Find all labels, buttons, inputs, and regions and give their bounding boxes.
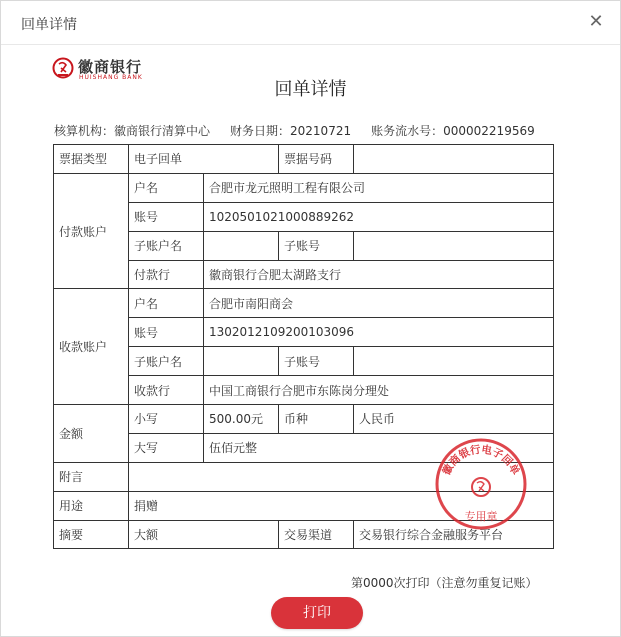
voucher-type-value: 电子回单 <box>129 145 279 174</box>
meta-serial: 账务流水号：000002219569 <box>371 124 535 138</box>
payer-account-label: 账号 <box>129 202 204 231</box>
dialog-header <box>1 1 620 45</box>
payer-sub-name-value <box>204 231 279 260</box>
amount-small-label: 小写 <box>129 405 204 434</box>
table-row <box>54 433 554 462</box>
document-title: 回单详情 <box>274 79 347 100</box>
payee-sub-name-value <box>204 347 279 376</box>
payer-account-value: 102050102100088926​2 <box>204 202 554 231</box>
payer-sub-name-label: 子账户名 <box>129 231 204 260</box>
payer-name-value: 合肥市龙元照明工程有限公司 <box>204 173 554 202</box>
meta-org: 核算机构：徽商银行清算中心 <box>54 124 211 138</box>
amount-section-label: 金额 <box>54 405 129 463</box>
payee-bank-label: 收款行 <box>129 376 204 405</box>
summary-label: 摘要 <box>54 520 129 549</box>
payee-name-value: 合肥市南阳商会 <box>204 289 554 318</box>
bank-name: 徽商银行 <box>78 58 143 76</box>
channel-label: 交易渠道 <box>279 520 354 549</box>
voucher-type-label: 票据类型 <box>54 145 129 174</box>
table-row <box>54 173 554 202</box>
table-row <box>54 491 554 520</box>
table-row <box>54 347 554 376</box>
payer-section-label: 付款账户 <box>54 173 129 289</box>
payee-sub-no-label: 子账号 <box>279 347 354 376</box>
table-row <box>54 520 554 549</box>
payer-sub-no-value <box>354 231 554 260</box>
receipt-meta <box>54 122 535 139</box>
payee-bank-value: 中国工商银行合肥市东陈岗分理处 <box>204 376 554 405</box>
currency-label: 币种 <box>279 405 354 434</box>
note-label: 附言 <box>54 462 129 491</box>
table-row <box>54 289 554 318</box>
amount-big-label: 大写 <box>129 433 204 462</box>
voucher-no-value <box>354 145 554 174</box>
payee-section-label: 收款账户 <box>54 289 129 405</box>
bank-name-en: HUISHANG BANK <box>79 74 143 81</box>
voucher-no-label: 票据号码 <box>279 145 354 174</box>
payee-account-label: 账号 <box>129 318 204 347</box>
table-row <box>54 376 554 405</box>
close-icon[interactable]: ✕ <box>588 11 604 32</box>
payer-bank-label: 付款行 <box>129 260 204 289</box>
table-row <box>54 405 554 434</box>
payee-sub-no-value <box>354 347 554 376</box>
seal-bottom-text: 专用章 <box>464 510 498 523</box>
payer-sub-no-label: 子账号 <box>279 231 354 260</box>
payee-name-label: 户名 <box>129 289 204 318</box>
amount-small-value: 500.00元 <box>204 405 279 434</box>
table-row <box>54 462 554 491</box>
print-count-note: 第0000次打印（注意勿重复记账） <box>351 576 538 590</box>
currency-value: 人民币 <box>354 405 554 434</box>
table-row <box>54 202 554 231</box>
summary-value: 大额 <box>129 520 279 549</box>
table-row <box>54 145 554 174</box>
usage-label: 用途 <box>54 491 129 520</box>
dialog-title: 回单详情 <box>21 17 77 33</box>
seal-top-text: 徽商银行电子回单 <box>440 443 522 478</box>
payer-bank-value: 徽商银行合肥太湖路支行 <box>204 260 554 289</box>
amount-big-value: 伍佰元整 <box>204 433 554 462</box>
print-button[interactable]: 打印 <box>271 597 363 629</box>
note-value <box>129 462 554 491</box>
usage-value: 捐赠 <box>129 491 554 520</box>
payer-name-label: 户名 <box>129 173 204 202</box>
channel-value: 交易银行综合金融服务平台 <box>354 520 554 549</box>
table-row <box>54 231 554 260</box>
receipt-table <box>53 144 554 549</box>
table-row <box>54 318 554 347</box>
meta-date: 财务日期：20210721 <box>230 124 352 138</box>
table-row <box>54 260 554 289</box>
payee-account-value: 1302012109200103096 <box>204 318 554 347</box>
payee-sub-name-label: 子账户名 <box>129 347 204 376</box>
